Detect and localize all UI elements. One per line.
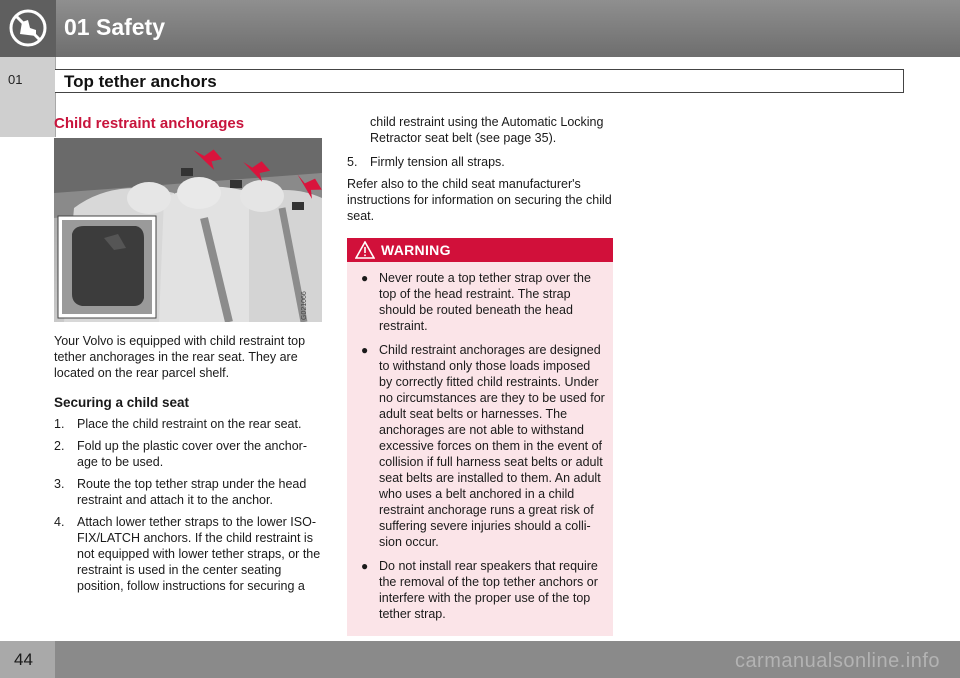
page-number: 44 bbox=[14, 650, 33, 669]
main-heading: Child restraint anchorages bbox=[54, 115, 245, 132]
intro-paragraph: Your Volvo is equipped with child restraint top tether anchorages in the rear seat. They are located on the rear parcel shelf. bbox=[54, 334, 306, 380]
list-item: ● Do not install rear speakers that require the removal of the top tether anchors or interfere with the proper use of the top tether strap. bbox=[361, 559, 598, 621]
chapter-tab bbox=[0, 57, 56, 137]
steps-list bbox=[54, 416, 324, 594]
warning-list bbox=[347, 262, 613, 622]
page-header bbox=[0, 0, 960, 57]
image-code: G021066 bbox=[301, 291, 308, 320]
rear-seat-photo bbox=[54, 138, 322, 322]
steps-list-continued bbox=[347, 154, 613, 170]
list-item: 1. Place the child restraint on the rear seat. bbox=[54, 417, 302, 431]
refer-paragraph: Refer also to the child seat manufacturer's instructions for information on securing the child seat. bbox=[347, 177, 612, 223]
securing-subheading: Securing a child seat bbox=[54, 395, 190, 410]
right-column bbox=[347, 114, 613, 636]
list-item: 2. Fold up the plastic cover over the anchor-age to be used. bbox=[54, 439, 307, 469]
list-item: 3. Route the top tether strap under the head restraint and attach it to the anchor. bbox=[54, 477, 307, 507]
bullet-icon: ● bbox=[361, 271, 369, 285]
bullet-icon: ● bbox=[361, 559, 369, 573]
left-column bbox=[54, 114, 324, 600]
watermark: carmanualsonline.info bbox=[734, 650, 940, 672]
section-bar bbox=[55, 69, 904, 93]
warning-title: WARNING bbox=[381, 242, 451, 258]
list-item: 4. Attach lower tether straps to the lower ISO-FIX/LATCH anchors. If the child restraint is not equipped with lower tether straps, or the restraint is used in the center seating position, follow instructions for securing a bbox=[54, 515, 321, 593]
warning-box bbox=[347, 238, 613, 636]
section-title: Top tether anchors bbox=[64, 72, 217, 91]
step4-continued: child restraint using the Automatic Locking Retractor seat belt (see page 35). bbox=[370, 115, 604, 145]
page-number-box bbox=[0, 641, 55, 678]
warning-header bbox=[347, 238, 613, 262]
list-item: 5. Firmly tension all straps. bbox=[347, 155, 505, 169]
bullet-icon: ● bbox=[361, 343, 369, 357]
warning-triangle-icon bbox=[355, 241, 375, 259]
chapter-title: 01 Safety bbox=[64, 14, 166, 40]
chapter-tab-label: 01 bbox=[8, 72, 23, 87]
list-item: ● Child restraint anchorages are designed to withstand only those loads imposed by correctly fitted child restraints. Under no circumstances are they to be used for adult seat belts or harnesses. The anchorages are not able to withstand excessive forces on them in the event of collision if full harness seat belts or adult seat belts are installed to them. An adult who uses a belt anchored in a child restraint anchorage runs a great risk of suffering severe injuries should a colli-sion occur. bbox=[361, 343, 605, 549]
list-item: ● Never route a top tether strap over the top of the head restraint. The strap should be routed beneath the head restraint. bbox=[361, 271, 591, 333]
no-airbag-child-seat-icon bbox=[0, 0, 56, 57]
